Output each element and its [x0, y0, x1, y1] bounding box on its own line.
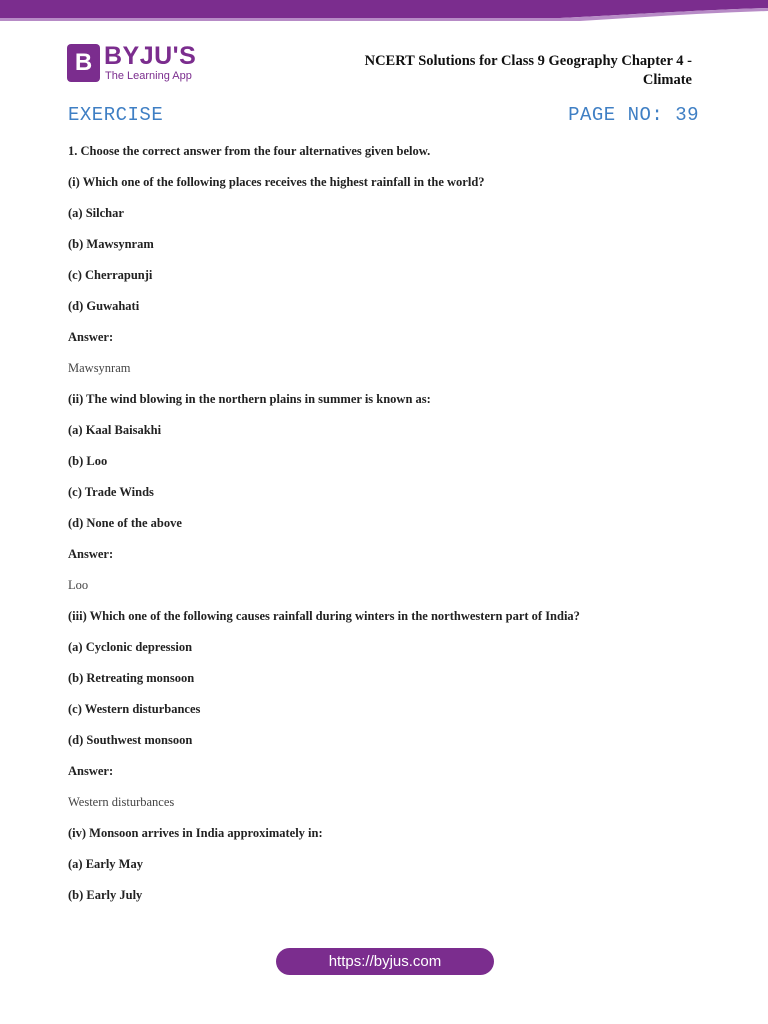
- question-line: (c) Western disturbances: [68, 702, 201, 716]
- document-body: [68, 142, 708, 917]
- question-line: 1. Choose the correct answer from the four alternatives given below.: [68, 144, 431, 158]
- byjus-logo: [67, 42, 217, 88]
- question-line: (ii) The wind blowing in the northern plains in summer is known as:: [68, 392, 431, 406]
- answer-text: Loo: [68, 578, 89, 592]
- document-title-line-2: Climate: [642, 72, 692, 88]
- question-line: Answer:: [68, 330, 114, 344]
- question-line: Answer:: [68, 764, 114, 778]
- question-line: (d) None of the above: [68, 516, 182, 530]
- question-line: (a) Silchar: [68, 206, 124, 220]
- question-line: (a) Cyclonic depression: [68, 640, 193, 654]
- exercise-heading: EXERCISE: [68, 104, 164, 126]
- question-line: (a) Early May: [68, 857, 143, 871]
- logo-tagline: The Learning App: [105, 70, 192, 82]
- document-title-line-1: NCERT Solutions for Class 9 Geography Chapter 4 -: [364, 53, 692, 69]
- question-line: (b) Loo: [68, 454, 108, 468]
- answer-text: Mawsynram: [68, 361, 131, 375]
- page-number-heading: PAGE NO: 39: [568, 104, 699, 126]
- logo-letter: B: [74, 49, 93, 76]
- question-line: (b) Mawsynram: [68, 237, 154, 251]
- question-line: (d) Guwahati: [68, 299, 140, 313]
- question-line: (a) Kaal Baisakhi: [68, 423, 162, 437]
- answer-text: Western disturbances: [68, 795, 175, 809]
- question-line: (b) Retreating monsoon: [68, 671, 195, 685]
- question-line: (iv) Monsoon arrives in India approximately in:: [68, 826, 323, 840]
- question-line: (iii) Which one of the following causes rainfall during winters in the northwestern part of India?: [68, 609, 580, 623]
- footer-url-link[interactable]: https://byjus.com: [276, 948, 494, 975]
- top-decorative-band: [0, 0, 768, 26]
- document-title: [332, 52, 692, 90]
- question-line: (d) Southwest monsoon: [68, 733, 193, 747]
- question-line: (c) Trade Winds: [68, 485, 154, 499]
- logo-name: BYJU'S: [104, 42, 197, 70]
- question-line: (c) Cherrapunji: [68, 268, 153, 282]
- question-line: (i) Which one of the following places receives the highest rainfall in the world?: [68, 175, 485, 189]
- question-line: Answer:: [68, 547, 114, 561]
- question-line: (b) Early July: [68, 888, 143, 902]
